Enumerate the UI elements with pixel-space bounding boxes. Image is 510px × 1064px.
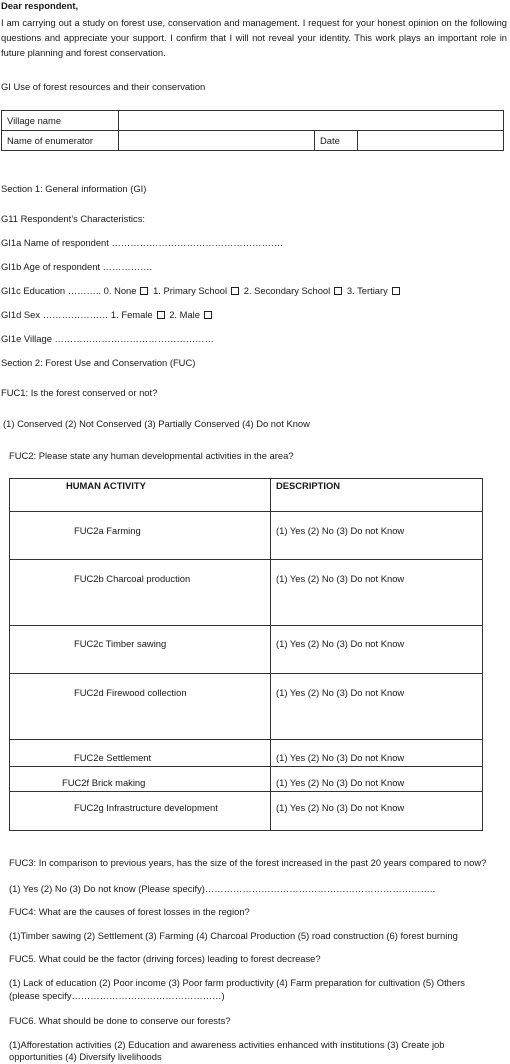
- description-cell: (1) Yes (2) No (3) Do not Know: [271, 512, 483, 560]
- fuc1-question: FUC1: Is the forest conserved or not?: [1, 387, 158, 398]
- col-description: DESCRIPTION: [271, 479, 483, 512]
- table-row: [10, 740, 483, 767]
- fuc4-answers: (1)Timber sawing (2) Settlement (3) Farming (4) Charcoal Production (5) road construction (6) forest burning: [9, 930, 458, 941]
- gi1e-field: GI1e Village ……………………………………………: [1, 333, 214, 344]
- section2-heading: Section 2: Forest Use and Conservation (FUC): [1, 357, 196, 368]
- checkbox-primary[interactable]: [231, 287, 239, 295]
- checkbox-tertiary[interactable]: [392, 287, 400, 295]
- enumerator-label: Name of enumerator: [2, 131, 119, 151]
- fuc6-question: FUC6. What should be done to conserve our forests?: [9, 1015, 231, 1026]
- checkbox-female[interactable]: [157, 311, 165, 319]
- fuc4-question: FUC4: What are the causes of forest losses in the region?: [9, 906, 250, 917]
- date-label: Date: [315, 131, 358, 151]
- g11-heading: G11 Respondent’s Characteristics:: [1, 213, 145, 224]
- activity-cell: FUC2a Farming: [10, 512, 271, 560]
- table-row: [10, 626, 483, 674]
- activity-table: [9, 478, 483, 831]
- checkbox-male[interactable]: [204, 311, 212, 319]
- description-cell: (1) Yes (2) No (3) Do not Know: [271, 767, 483, 792]
- greeting: Dear respondent,: [1, 0, 79, 11]
- activity-cell: FUC2b Charcoal production: [10, 560, 271, 626]
- activity-cell: FUC2d Firewood collection: [10, 674, 271, 740]
- village-label: Village name: [2, 111, 119, 131]
- gi1d-field: [1, 309, 214, 321]
- gi1a-field: GI1a Name of respondent ……………………………………………….: [1, 237, 283, 248]
- checkbox-none[interactable]: [140, 287, 148, 295]
- gi1c-opt3: 3. Tertiary: [346, 285, 388, 296]
- section1-heading: Section 1: General information (GI): [1, 183, 147, 194]
- intro-paragraph: I am carrying out a study on forest use, conservation and management. I request for your honest opinion on the following questions and appreciate your support. I confirm that I will not reveal your identity. This work plays an important role in future planning and forest conservation.: [1, 17, 507, 58]
- village-row: [2, 111, 504, 131]
- col-human-activity: HUMAN ACTIVITY: [10, 479, 271, 512]
- fuc3-answers: (1) Yes (2) No (3) Do not know (Please specify)………………………………………………………………..: [9, 883, 436, 894]
- gi1b-field: GI1b Age of respondent …………….: [1, 261, 153, 272]
- activity-cell: FUC2e Settlement: [10, 740, 271, 767]
- fuc5-answers-line1: (1) Lack of education (2) Poor income (3) Poor farm productivity (4) Farm preparation for cultivation (5) Others: [9, 977, 465, 988]
- table-row: [10, 512, 483, 560]
- checkbox-secondary[interactable]: [334, 287, 342, 295]
- enumerator-value-cell[interactable]: [119, 131, 315, 151]
- activity-cell: FUC2f Brick making: [10, 767, 271, 792]
- village-value-cell[interactable]: [119, 111, 504, 131]
- table-row: [10, 560, 483, 626]
- activity-cell: FUC2g Infrastructure development: [10, 792, 271, 831]
- gi1c-opt2: 2. Secondary School: [243, 285, 331, 296]
- table-row: [10, 767, 483, 792]
- table-row: [10, 792, 483, 831]
- enumerator-row: [2, 131, 504, 151]
- fuc5-question: FUC5. What could be the factor (driving forces) leading to forest decrease?: [9, 953, 321, 964]
- activity-header-row: [10, 479, 483, 512]
- gi1d-prefix: GI1d Sex ………………… 1. Female: [1, 309, 153, 320]
- gi1c-opt1: 1. Primary School: [153, 285, 228, 296]
- activity-cell: FUC2c Timber sawing: [10, 626, 271, 674]
- fuc3-question: FUC3: In comparison to previous years, has the size of the forest increased in the past 20 years compared to now?: [9, 857, 487, 868]
- fuc5-answers-line2: (please specify…………………………………………): [9, 990, 225, 1001]
- gi1d-opt1: 2. Male: [169, 309, 200, 320]
- table-row: [10, 674, 483, 740]
- description-cell: (1) Yes (2) No (3) Do not Know: [271, 626, 483, 674]
- fuc6-answers-line2: opportunities (4) Diversify livelihoods: [9, 1051, 162, 1062]
- gi-heading: GI Use of forest resources and their conservation: [1, 81, 206, 92]
- gi1c-field: [1, 285, 402, 297]
- fuc1-answers: (1) Conserved (2) Not Conserved (3) Partially Conserved (4) Do not Know: [3, 418, 310, 429]
- description-cell: (1) Yes (2) No (3) Do not Know: [271, 560, 483, 626]
- fuc6-answers-line1: (1)Afforestation activities (2) Education and awareness activities enhanced with institutions (3) Create job: [9, 1039, 445, 1050]
- fuc2-question: FUC2: Please state any human developmental activities in the area?: [9, 450, 294, 461]
- date-value-cell[interactable]: [358, 131, 504, 151]
- gi1c-prefix: GI1c Education ……….. 0. None: [1, 285, 137, 296]
- description-cell: (1) Yes (2) No (3) Do not Know: [271, 740, 483, 767]
- header-table: [1, 110, 504, 151]
- description-cell: (1) Yes (2) No (3) Do not Know: [271, 792, 483, 831]
- description-cell: (1) Yes (2) No (3) Do not Know: [271, 674, 483, 740]
